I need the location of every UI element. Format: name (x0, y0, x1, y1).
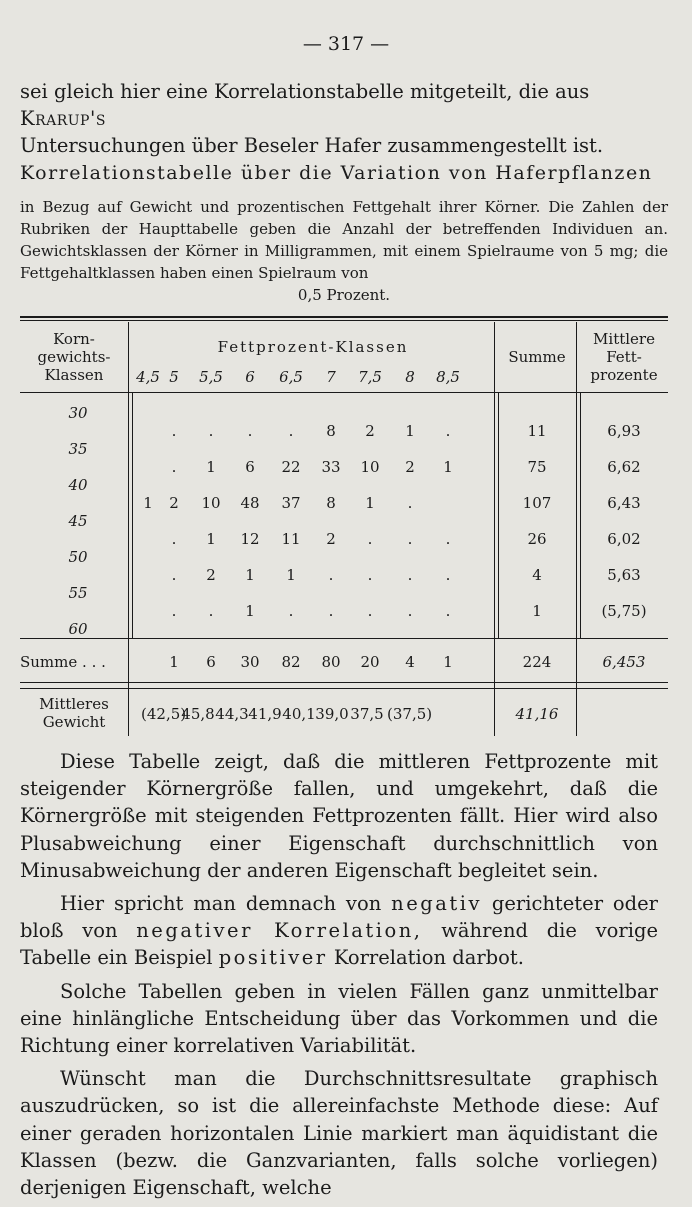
mittleres-value-1: 45,8 (181, 705, 215, 723)
row-summe: 26 (527, 530, 547, 548)
row-cell: . (407, 602, 413, 620)
summe-row-label: Summe . . . (20, 653, 106, 671)
mittleres-value-3: 41,9 (248, 705, 282, 723)
fett-class-7: 8 (405, 368, 415, 386)
summe-value-2: 30 (240, 653, 260, 671)
summe-value-1: 6 (206, 653, 216, 671)
header-mittlere (580, 330, 668, 384)
header-korn-l3: Klassen (44, 366, 104, 384)
row-cell: 1 (143, 494, 153, 512)
row-cell: 1 (206, 530, 216, 548)
header-fett-title: Fettprozent-Klassen (217, 338, 409, 356)
table-top-rule (20, 316, 668, 318)
row-cell: 8 (326, 422, 336, 440)
row-mittel: 6,43 (607, 494, 641, 512)
table-top-rule-thin (20, 320, 668, 321)
mittleres-value-7: (37,5) (387, 705, 433, 723)
row-summe: 11 (527, 422, 547, 440)
fett-class-0: 4,5 (136, 368, 160, 386)
row-cell: 1 (365, 494, 375, 512)
row-cell: . (288, 602, 294, 620)
fett-class-3: 6 (245, 368, 255, 386)
summe-value-3: 82 (281, 653, 301, 671)
row-cell: 6 (245, 458, 255, 476)
row-mittel: 6,02 (607, 530, 641, 548)
header-mittlere-l2: Fett- (606, 348, 642, 366)
paragraph-2 (20, 890, 658, 972)
row-cell: . (367, 602, 373, 620)
fett-class-5: 7 (326, 368, 336, 386)
row-cell: 37 (281, 494, 301, 512)
row-cell: . (445, 530, 451, 548)
header-korn-l1: Korn- (53, 330, 95, 348)
summe-value-5: 20 (360, 653, 380, 671)
row-cell: 11 (281, 530, 301, 548)
row-summe: 107 (522, 494, 552, 512)
p2-emph-negativ: negativ (391, 892, 482, 916)
row-cell: . (407, 530, 413, 548)
row-cell: 10 (360, 458, 380, 476)
table-title: Korrelationstabelle über die Variation von Haferpflanzen (20, 162, 653, 184)
row-cell: . (171, 602, 177, 620)
row-cell: . (445, 422, 451, 440)
header-korn-l2: gewichts- (37, 348, 111, 366)
row-cell: . (328, 602, 334, 620)
header-rule (20, 392, 668, 393)
row-cell: . (171, 566, 177, 584)
summe-value-0: 1 (169, 653, 179, 671)
row-cell: . (208, 602, 214, 620)
row-cell: . (445, 602, 451, 620)
intro-line2: Untersuchungen über Beseler Hafer zusammengestellt ist. (20, 134, 604, 157)
p2-emph-positiver: positiver (218, 946, 328, 970)
mittleres-row-total: 41,16 (515, 705, 559, 723)
row-cell: . (445, 566, 451, 584)
row-mittel: 6,62 (607, 458, 641, 476)
row-cell: 10 (201, 494, 221, 512)
p2-part-g: Korrelation darbot. (333, 946, 524, 970)
p2-part-e: während die vorige Tabelle ein Beispiel (20, 919, 659, 970)
caption-last-line: 0,5 Prozent. (297, 286, 391, 304)
mittleres-value-0: (42,5) (141, 705, 187, 723)
fett-class-1: 5 (169, 368, 179, 386)
row-mittel: (5,75) (601, 602, 647, 620)
row-cell: . (328, 566, 334, 584)
fett-class-8: 8,5 (436, 368, 460, 386)
row-summe: 4 (532, 566, 542, 584)
row-cell: . (171, 422, 177, 440)
row-cell: . (171, 530, 177, 548)
row-cell: . (171, 458, 177, 476)
fett-class-4: 6,5 (279, 368, 303, 386)
row-cell: 1 (245, 602, 255, 620)
row-cell: 1 (286, 566, 296, 584)
row-cell: 2 (206, 566, 216, 584)
weight-class-6: 60 (68, 620, 88, 638)
row-cell: 22 (281, 458, 301, 476)
header-summe: Summe (508, 348, 566, 366)
row-summe: 75 (527, 458, 547, 476)
intro-paragraph (20, 78, 670, 159)
row-mittel: 6,93 (607, 422, 641, 440)
col-rule-korn-double (132, 392, 133, 638)
summe-row-mittel: 6,453 (602, 653, 646, 671)
row-summe: 1 (532, 602, 542, 620)
weight-class-1: 35 (68, 440, 88, 458)
fett-class-6: 7,5 (358, 368, 382, 386)
weight-class-3: 45 (68, 512, 88, 530)
row-cell: 1 (245, 566, 255, 584)
row-cell: . (208, 422, 214, 440)
summe-value-7: 1 (443, 653, 453, 671)
paragraph-3: Solche Tabellen geben in vielen Fällen ganz unmittelbar eine hinlängliche Entscheidung über das Vorkommen und die Richtung einer korrelativen Variabilität. (20, 979, 658, 1058)
summe-row-total: 224 (522, 653, 552, 671)
paragraph-4: Wünscht man die Durchschnittsresultate graphisch auszudrücken, so ist die allereinfachste Methode diese: Auf einer geraden horizontalen Linie markiert man äquidistant die Klassen (bezw. die Ganzvarianten, falls solche vorliegen) derjenigen Eigenschaft, welche (20, 1067, 658, 1200)
header-korn (20, 330, 128, 384)
row-cell: . (367, 566, 373, 584)
caption-text: in Bezug auf Gewicht und prozentischen Fettgehalt ihrer Körner. Die Zahlen der Rubriken der Haupttabelle geben die Anzahl der betreffenden Individuen an. Gewichtsklassen der Körner in Milligrammen, mit einem Spielraume von 5 mg; die Fettgehaltklassen haben einen Spielraum von (20, 198, 668, 282)
mittleres-value-2: 44,3 (215, 705, 249, 723)
row-cell: . (367, 530, 373, 548)
row-cell: . (288, 422, 294, 440)
mittleres-row-label (20, 695, 128, 731)
p2-part-c: gerichteter oder bloß von (20, 892, 658, 943)
row-cell: 48 (240, 494, 260, 512)
p2-part-a: Hier spricht man demnach von (60, 892, 382, 916)
mittleres-label-l1: Mittleres (39, 695, 109, 713)
row-cell: 2 (169, 494, 179, 512)
row-cell: 8 (326, 494, 336, 512)
fett-class-2: 5,5 (199, 368, 223, 386)
weight-class-5: 55 (68, 584, 88, 602)
summe-bottom-rule-thin (20, 688, 668, 689)
summe-value-6: 4 (405, 653, 415, 671)
row-cell: 2 (326, 530, 336, 548)
row-cell: 1 (443, 458, 453, 476)
mittleres-value-4: 40,1 (282, 705, 316, 723)
row-cell: . (247, 422, 253, 440)
summe-value-4: 80 (321, 653, 341, 671)
row-cell: 33 (321, 458, 341, 476)
header-mittlere-l1: Mittlere (593, 330, 655, 348)
row-cell: 2 (405, 458, 415, 476)
row-cell: 1 (206, 458, 216, 476)
author-name: Krarup's (20, 107, 106, 130)
col-rule-summe (576, 322, 577, 736)
mittleres-value-5: 39,0 (315, 705, 349, 723)
body-bottom-rule (20, 638, 668, 639)
col-rule-fett (494, 322, 495, 736)
mittleres-value-6: 37,5 (350, 705, 384, 723)
row-cell: . (407, 494, 413, 512)
p2-emph-negative-korrelation: negativer Korrelation, (136, 919, 423, 943)
weight-class-2: 40 (68, 476, 88, 494)
summe-bottom-rule (20, 682, 668, 683)
body-text (20, 748, 658, 1207)
row-mittel: 5,63 (607, 566, 641, 584)
row-cell: 1 (405, 422, 415, 440)
header-mittlere-l3: prozente (590, 366, 658, 384)
paragraph-1: Diese Tabelle zeigt, daß die mittleren Fettprozente mit steigender Körnergröße fallen, und umgekehrt, daß die Körnergröße mit steigenden Fettprozenten fällt. Hier wird also Plusabweichung einer Eigenschaft durchschnittlich von Minusabweichung der anderen Eigenschaft begleitet sein. (20, 750, 658, 882)
page-number: — 317 — (302, 33, 390, 55)
table-caption (20, 196, 668, 306)
row-cell: 12 (240, 530, 260, 548)
mittleres-label-l2: Gewicht (42, 713, 106, 731)
row-cell: . (407, 566, 413, 584)
weight-class-0: 30 (68, 404, 88, 422)
row-cell: 2 (365, 422, 375, 440)
correlation-table (20, 316, 668, 738)
weight-class-4: 50 (68, 548, 88, 566)
intro-line1: sei gleich hier eine Korrelationstabelle mitgeteilt, die aus (20, 80, 590, 103)
